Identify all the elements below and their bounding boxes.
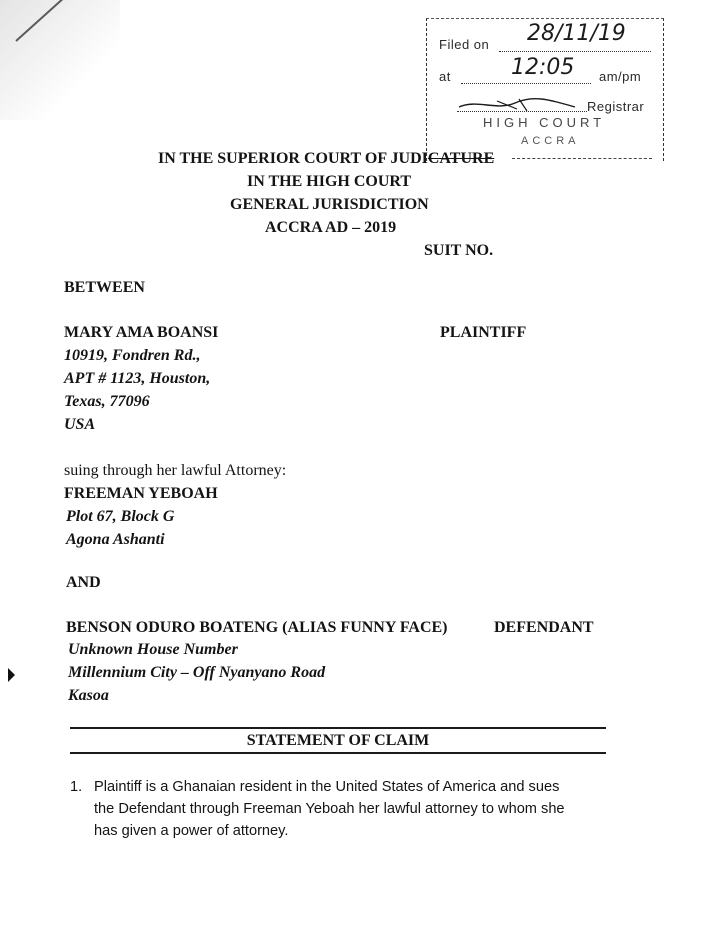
court-title-line2: IN THE HIGH COURT [247, 173, 412, 190]
margin-mark [8, 668, 15, 682]
defendant-address-line: Unknown House Number [68, 641, 238, 658]
stamp-registrar-label: Registrar [587, 99, 645, 114]
stamp-dashed-border [512, 158, 652, 159]
paragraph-line: Plaintiff is a Ghanaian resident in the United States of America and sues [94, 779, 560, 795]
stamp-court-label: HIGH COURT [483, 115, 606, 130]
paragraph-line: the Defendant through Freeman Yeboah her lawful attorney to whom she [94, 801, 565, 817]
attorney-intro: suing through her lawful Attorney: [64, 462, 287, 479]
stamp-dots-filed [499, 51, 651, 52]
claim-bottom-rule [70, 752, 606, 754]
plaintiff-name: MARY AMA BOANSI [64, 324, 219, 341]
stamp-dots-registrar [457, 111, 587, 112]
and-label: AND [66, 574, 101, 591]
court-title-struck-text: CATURE [427, 150, 495, 167]
statement-of-claim-title: STATEMENT OF CLAIM [246, 732, 430, 749]
court-title-line3: GENERAL JURISDICTION [230, 196, 429, 213]
page-fold-shadow [0, 0, 120, 120]
court-title-line1 [158, 150, 494, 168]
defendant-address-line: Kasoa [68, 687, 109, 704]
attorney-address-line: Agona Ashanti [66, 531, 165, 548]
stamp-ampm-label: am/pm [599, 69, 642, 84]
claim-top-rule [70, 727, 606, 729]
court-title-text: IN THE SUPERIOR COURT OF JUDI [158, 150, 428, 167]
stamp-filed-on-label: Filed on [439, 37, 490, 52]
plaintiff-address-line: USA [64, 416, 96, 433]
defendant-name: BENSON ODURO BOATENG (ALIAS FUNNY FACE) [66, 619, 448, 636]
court-title-line4: ACCRA AD – 2019 [265, 219, 397, 236]
stamp-dots-at [461, 83, 591, 84]
attorney-name: FREEMAN YEBOAH [64, 485, 218, 502]
stamp-at-value: 12:05 [511, 55, 575, 80]
stamp-filed-on-value: 28/11/19 [527, 21, 626, 46]
plaintiff-address-line: APT # 1123, Houston, [64, 370, 211, 387]
between-label: BETWEEN [64, 279, 145, 296]
paragraph-line: has given a power of attorney. [94, 823, 289, 839]
suit-number-label: SUIT NO. [424, 242, 494, 259]
defendant-role: DEFENDANT [494, 619, 594, 636]
claim-paragraph [70, 776, 610, 842]
paragraph-number: 1. [70, 779, 83, 795]
defendant-address-line: Millennium City – Off Nyanyano Road [68, 664, 326, 681]
stamp-at-label: at [439, 69, 451, 84]
filing-stamp [426, 18, 664, 161]
attorney-address-line: Plot 67, Block G [66, 508, 175, 525]
plaintiff-address-line: 10919, Fondren Rd., [64, 347, 201, 364]
plaintiff-role: PLAINTIFF [440, 324, 527, 341]
plaintiff-address-line: Texas, 77096 [64, 393, 150, 410]
stamp-city-label: ACCRA [521, 135, 580, 147]
